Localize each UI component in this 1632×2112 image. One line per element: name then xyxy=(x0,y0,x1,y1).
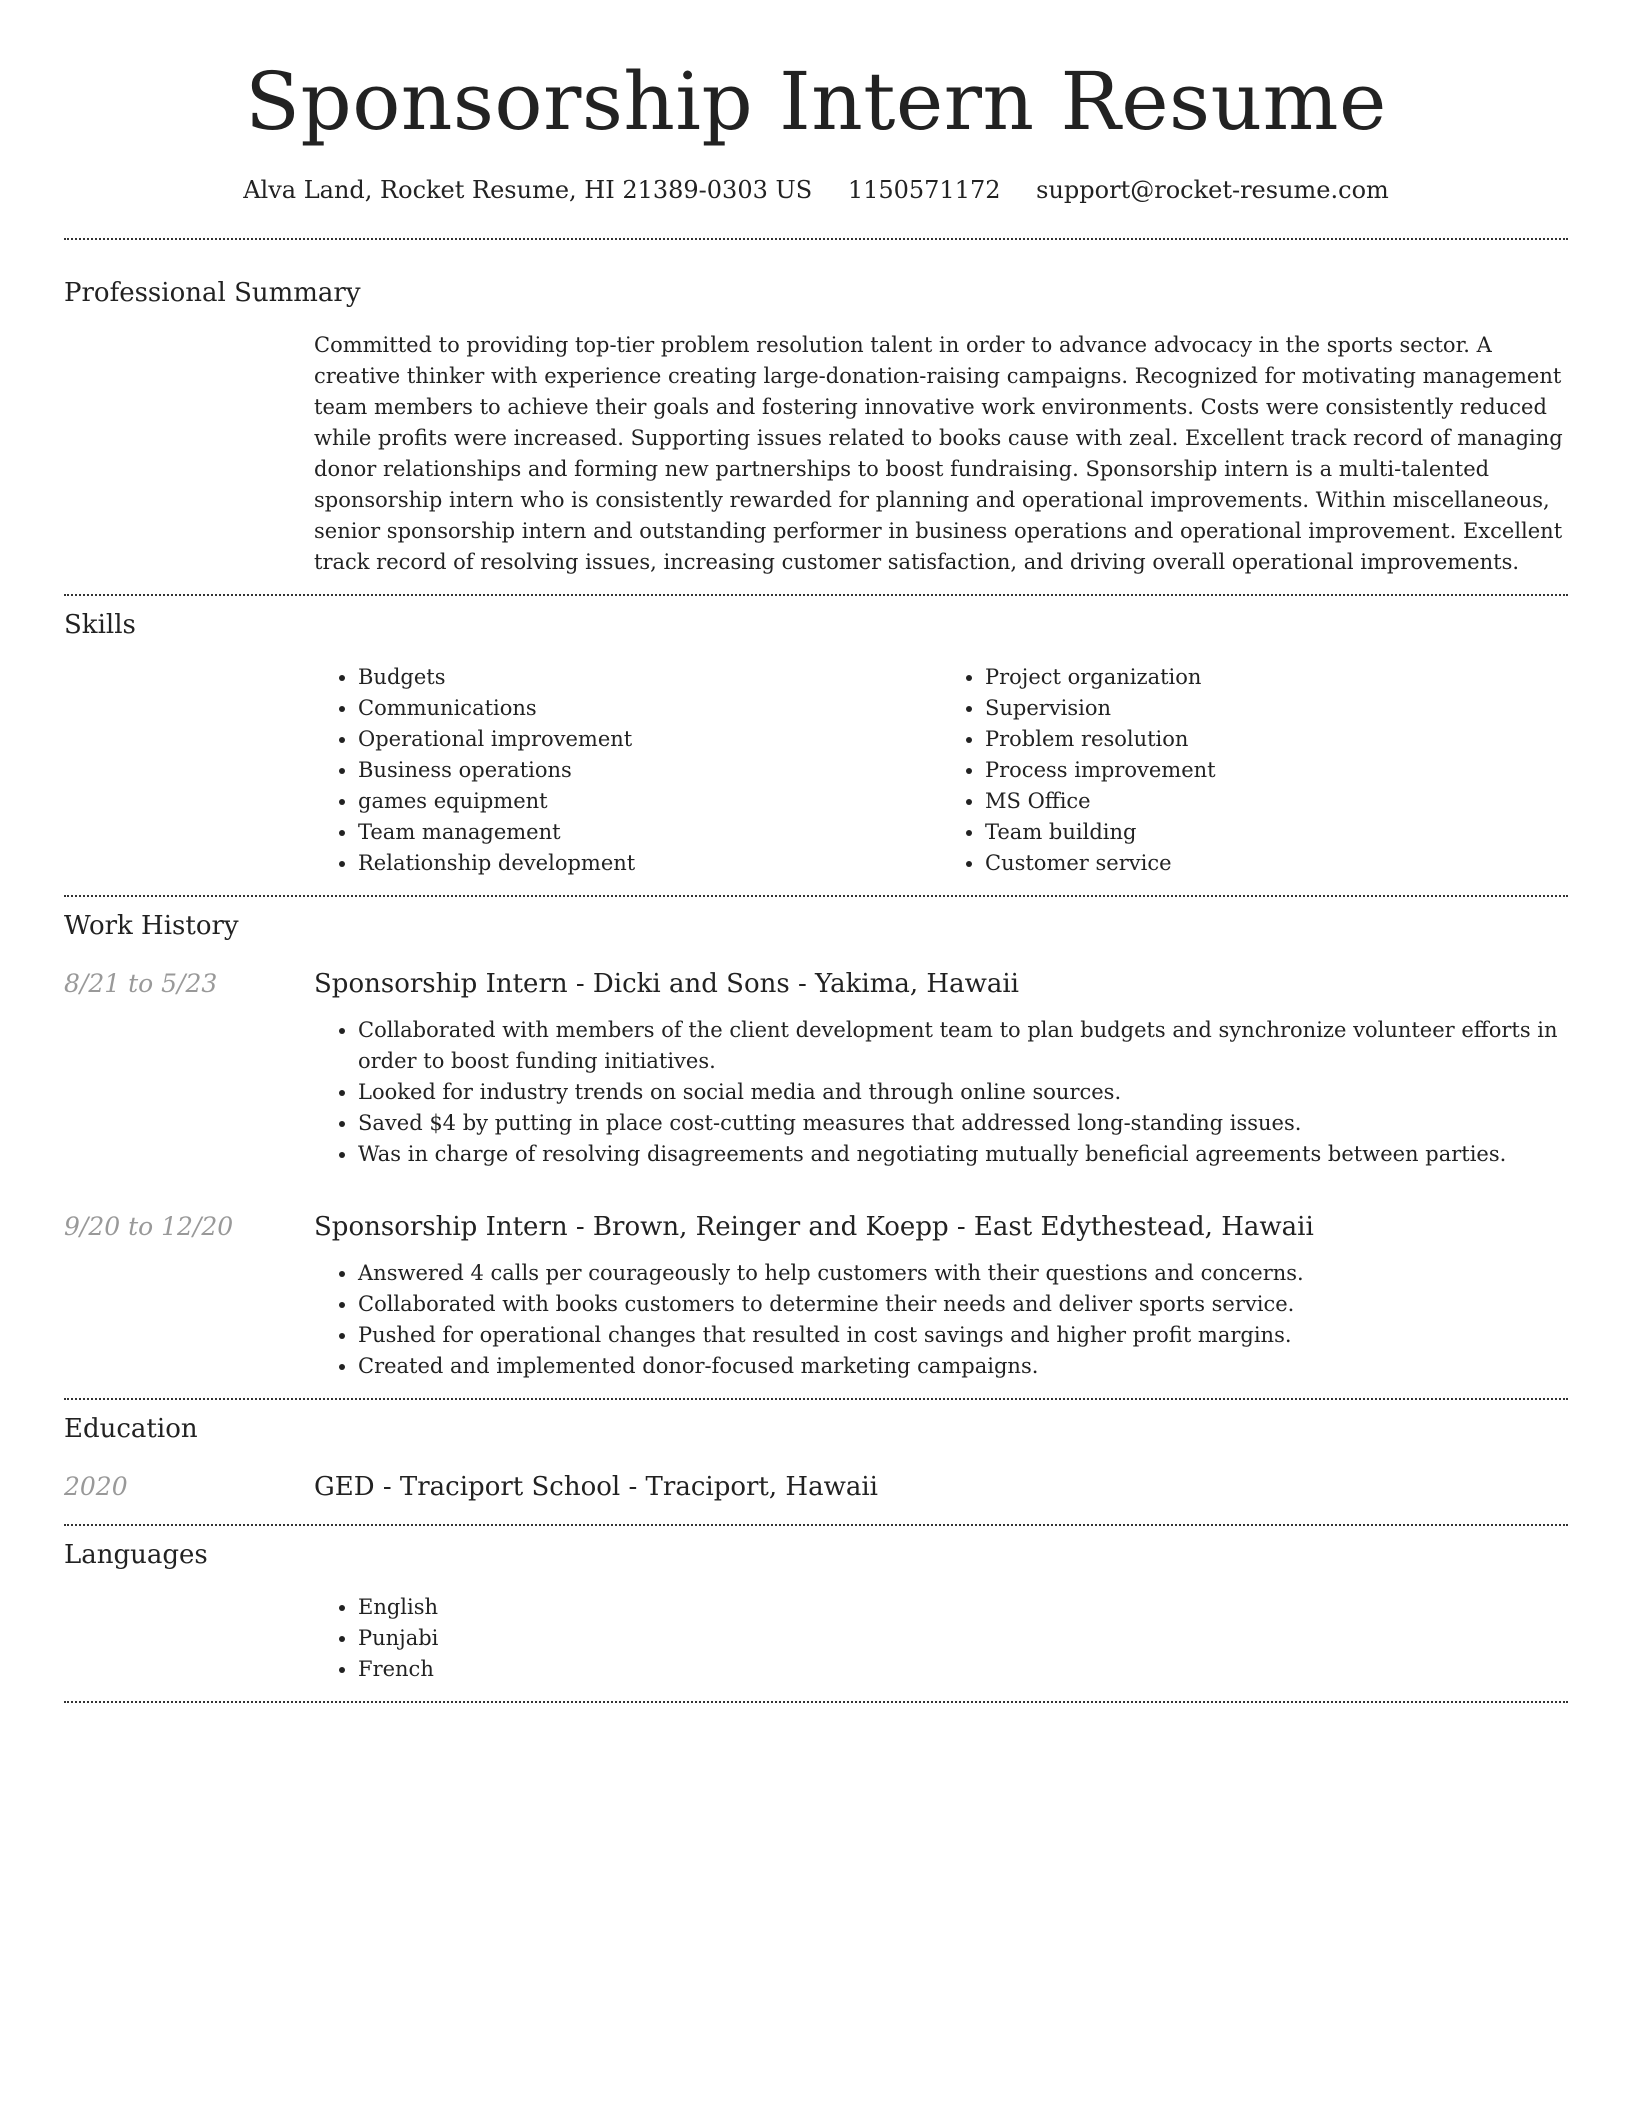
job-body xyxy=(314,967,1568,1170)
languages-section xyxy=(64,1526,1568,1701)
skills-list-right xyxy=(941,662,1568,879)
summary-section xyxy=(64,240,1568,594)
job-bullet: • Looked for industry trends on social media and through online sources. xyxy=(358,1077,1568,1108)
job-bullet: • Pushed for operational changes that resulted in cost savings and higher profit margins. xyxy=(358,1320,1568,1351)
skill-item: • Customer service xyxy=(985,848,1568,879)
languages-heading: Languages xyxy=(64,1540,208,1570)
skill-item: • MS Office xyxy=(985,786,1568,817)
divider xyxy=(64,1701,1568,1703)
skills-heading: Skills xyxy=(64,610,136,640)
skill-item: • Project organization xyxy=(985,662,1568,693)
job-body xyxy=(314,1210,1568,1382)
language-item: • English xyxy=(358,1592,1568,1623)
contact-line xyxy=(64,174,1568,206)
languages-content xyxy=(314,1592,1568,1685)
job-title: Sponsorship Intern - Brown, Reinger and Koepp - East Edythestead, Hawaii xyxy=(314,1212,1314,1242)
job-dates: 9/20 to 12/20 xyxy=(64,1212,234,1241)
skill-item: • Team management xyxy=(358,817,941,848)
job-entry xyxy=(64,967,1568,1170)
summary-content xyxy=(314,330,1568,578)
job-bullet: • Answered 4 calls per courageously to help customers with their questions and concerns. xyxy=(358,1258,1568,1289)
job-bullet: • Saved $4 by putting in place cost-cutting measures that addressed long-standing issues. xyxy=(358,1108,1568,1139)
job-title: Sponsorship Intern - Dicki and Sons - Yakima, Hawaii xyxy=(314,969,1019,999)
education-body xyxy=(314,1470,1568,1504)
skills-grid xyxy=(314,662,1568,879)
education-heading: Education xyxy=(64,1414,198,1444)
job-entry xyxy=(64,1210,1568,1382)
skill-item: • Relationship development xyxy=(358,848,941,879)
job-bullets xyxy=(314,1015,1568,1170)
summary-text: Committed to providing top-tier problem resolution talent in order to advance advocacy in the sports sector. A creative thinker with experience creating large-donation-raising campaigns. Recognized for motivating management team members to achieve their goals and fostering innovative work environments. Costs were consistently reduced while profits were increased. Supporting issues related to books cause with zeal. Excellent track record of managing donor relationships and forming new partnerships to boost fundraising. Sponsorship intern is a multi-talented sponsorship intern who is consistently rewarded for planning and operational improvements. Within miscellaneous, senior sponsorship intern and outstanding performer in business operations and operational improvement. Excellent track record of resolving issues, increasing customer satisfaction, and driving overall operational improvements. xyxy=(314,333,1563,574)
education-year: 2020 xyxy=(64,1472,128,1501)
contact-address: Alva Land, Rocket Resume, HI 21389-0303 US xyxy=(243,176,813,204)
skill-item: • Team building xyxy=(985,817,1568,848)
languages-list xyxy=(314,1592,1568,1685)
job-bullet: • Was in charge of resolving disagreements and negotiating mutually beneficial agreements between parties. xyxy=(358,1139,1568,1170)
skill-item: • Budgets xyxy=(358,662,941,693)
job-bullet: • Collaborated with books customers to determine their needs and deliver sports service. xyxy=(358,1289,1568,1320)
contact-email: support@rocket-resume.com xyxy=(1036,176,1389,204)
skills-section xyxy=(64,596,1568,895)
skill-item: • Supervision xyxy=(985,693,1568,724)
work-heading: Work History xyxy=(64,911,239,941)
summary-heading: Professional Summary xyxy=(64,278,361,308)
skill-item: • Communications xyxy=(358,693,941,724)
skill-item: • Operational improvement xyxy=(358,724,941,755)
education-entry xyxy=(64,1470,1568,1504)
skill-item: • Business operations xyxy=(358,755,941,786)
job-bullet: • Collaborated with members of the client development team to plan budgets and synchronize volunteer efforts in order to boost funding initiatives. xyxy=(358,1015,1568,1077)
page-title: Sponsorship Intern Resume xyxy=(245,55,1387,148)
resume-header xyxy=(64,0,1568,206)
work-section xyxy=(64,897,1568,1398)
skill-item: • games equipment xyxy=(358,786,941,817)
job-dates: 8/21 to 5/23 xyxy=(64,969,218,998)
language-item: • Punjabi xyxy=(358,1623,1568,1654)
job-bullet: • Created and implemented donor-focused marketing campaigns. xyxy=(358,1351,1568,1382)
language-item: • French xyxy=(358,1654,1568,1685)
skill-item: • Process improvement xyxy=(985,755,1568,786)
education-section xyxy=(64,1400,1568,1524)
skill-item: • Problem resolution xyxy=(985,724,1568,755)
education-title: GED - Traciport School - Traciport, Hawaii xyxy=(314,1472,878,1502)
skills-list-left xyxy=(314,662,941,879)
job-bullets xyxy=(314,1258,1568,1382)
contact-phone: 1150571172 xyxy=(847,176,1001,204)
